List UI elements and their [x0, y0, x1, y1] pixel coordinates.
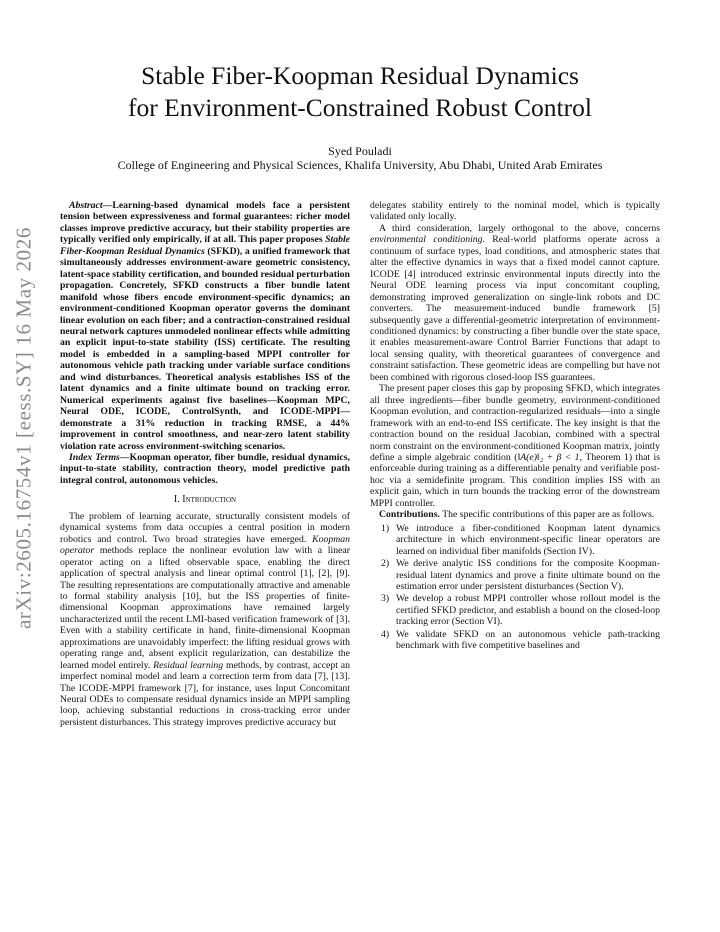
- contribution-item: [370, 593, 660, 627]
- intro-p3-text-b: , Theorem 1) that is enforceable during training as a differentiable penalty and verifiable post-hoc via a semidefinite program. This condition implies ISS with an explicit gain, which in turn bounds the tracking error of the downstream MPPI controller.: [370, 451, 661, 509]
- intro-p3-text-a: The present paper closes this gap by proposing SFKD, which integrates all three ingredients—fiber bundle geometry, environment-conditioned Koopman evolution, and contraction-regularized residuals—into a single framework with an end-to-end ISS certificate. The key insight is that the contraction bound on the residual Jacobian, combined with a spectral norm constraint on the environment-conditioned Koopman matrix, jointly define a simple algebraic condition (: [370, 383, 660, 463]
- intro-p2-text-a: A third consideration, largely orthogonal to the above, concerns: [379, 222, 660, 234]
- contribution-number: 1): [381, 522, 390, 534]
- contributions-label: Contributions.: [379, 509, 440, 521]
- contribution-number: 3): [381, 593, 390, 605]
- intro-p1-text-c: methods, by contrast, accept an imperfect nominal model and learn a correction term from data [7], [13]. The ICODE-MPPI framework [7], for instance, uses Input Concomitant Neural ODEs to compensate residual dynamics inside an MPPI sampling loop, achieving substantial reductions in cross-tracking error under persistent disturbances. This strategy improves predictive accuracy but: [60, 659, 350, 728]
- contribution-number: 4): [381, 628, 390, 640]
- paper-title: [60, 60, 660, 124]
- contribution-item: [370, 558, 660, 592]
- intro-paragraph-3: [370, 383, 660, 509]
- author-affiliation: College of Engineering and Physical Sciences, Khalifa University, Abu Dhabi, United Arab Emirates: [117, 158, 603, 172]
- author-name: Syed Pouladi: [328, 144, 392, 158]
- intro-p1-text-b: methods replace the nonlinear evolution law with a linear operator acting on a lifted observable space, enabling the direct application of spectral analysis and linear optimal control [1], [2], [9]. The resulting representations are computationally attractive and amenable to formal stability analysis [10], but the ISS properties of finite-dimensional Koopman approximations have remained largely uncharacterized until the recent LMI-based verification framework of [3]. Even with a stability certificate in hand, finite-dimensional Koopman approximations are unavoidably imperfect: the lifting residual grows with operating range and, absent explicit regularization, can destabilize the learned model entirely.: [60, 545, 350, 671]
- intro-p1-residual-term: Residual learning: [153, 659, 224, 671]
- intro-p2-env-term: environmental conditioning: [370, 234, 483, 246]
- contribution-item: [370, 629, 660, 652]
- arxiv-identifier: arXiv:2605.16754v1 [eess.SY] 16 May 2026: [11, 227, 36, 629]
- abstract: [60, 200, 350, 452]
- contribution-text: We develop a robust MPPI controller whose rollout model is the certified SFKD predictor, and establish a bound on the closed-loop tracking error (Section VI).: [396, 593, 660, 628]
- contribution-text: We introduce a fiber-conditioned Koopman latent dynamics architecture in which environment-specific linear operators are learned on individual fiber manifolds (Section IV).: [396, 522, 660, 557]
- intro-p2-text-b: . Real-world platforms operate across a continuum of surface types, load conditions, and atmospheric states that alter the effective dynamics in ways that a fixed model cannot capture. ICODE [4] introduced extrinsic environmental inputs directly into the Neural ODE learning process via input concomitant coupling, demonstrating improved generalization on single-link robots and DC converters. The measurement-induced bundle framework [5] subsequently gave a differential-geometric interpretation of environment-conditioned dynamics: by constructing a fiber bundle over the state space, it enables measurement-aware Control Barrier Functions that adapt to local sensing quality, with theoretical guarantees of convergence and constraint satisfaction. These geometric ideas are compelling but have not been combined with rigorous closed-loop ISS guarantees.: [370, 234, 660, 383]
- intro-paragraph-1: [60, 511, 350, 729]
- contributions-text: The specific contributions of this paper are as follows.: [439, 509, 655, 521]
- abstract-method-name: Stable Fiber-Koopman Residual Dynamics: [60, 234, 350, 257]
- contribution-text: We validate SFKD on an autonomous vehicle path-tracking benchmark with five competitive baselines and: [396, 628, 660, 652]
- stability-condition: ‖A(e)‖₂ + β < 1: [517, 451, 580, 463]
- intro-p1-text-a: The problem of learning accurate, structurally consistent models of dynamical systems from data occupies a central position in modern robotics and control. Two broad strategies have emerged.: [60, 510, 350, 545]
- intro-paragraph-2: [370, 223, 660, 383]
- contribution-item: [370, 523, 660, 557]
- right-column: [370, 200, 660, 653]
- contributions-intro: [370, 509, 660, 520]
- contribution-number: 2): [381, 558, 390, 570]
- contribution-text: We derive analytic ISS conditions for the composite Koopman-residual latent dynamics and prove a finite ultimate bound on the estimation error under persistent disturbances (Section V).: [396, 558, 660, 592]
- section-heading-introduction: I. Introduction: [173, 494, 237, 506]
- title-line-2: for Environment-Constrained Robust Control: [128, 93, 592, 122]
- intro-paragraph-1-continued: delegates stability entirely to the nominal model, which is typically validated only locally.: [370, 200, 660, 223]
- index-terms: [60, 452, 350, 486]
- contributions-list: [370, 523, 660, 652]
- index-terms-label: Index Terms: [69, 451, 120, 463]
- abstract-text-a: —Learning-based dynamical models face a persistent tension between expressiveness and formal guarantees: richer model classes improve predictive accuracy, but their stability properties are typically verified only empirically, if at all. This paper proposes: [60, 200, 350, 246]
- title-line-1: Stable Fiber-Koopman Residual Dynamics: [141, 61, 579, 90]
- left-column: [60, 200, 350, 728]
- abstract-label: Abstract: [69, 200, 103, 211]
- abstract-text-b: (SFKD), a unified framework that simultaneously addresses environment-aware geometric consistency, latent-space stability certification, and bounded residual perturbation propagation. Concretely, SFKD constructs a fiber bundle latent manifold whose fibers encode environment-specific dynamics; an environment-conditioned Koopman operator governs the dominant linear evolution on each fiber; and a contraction-constrained residual neural network captures unmodeled nonlinear effects while admitting an explicit input-to-state stability (ISS) certificate. The resulting model is embedded in a sampling-based MPPI controller for autonomous vehicle path tracking under variable surface conditions and wind disturbances. Theoretical analysis establishes ISS of the latent dynamics and a finite ultimate bound on tracking error. Numerical experiments against five baselines—Koopman MPC, Neural ODE, ICODE, ControlSynth, and ICODE-MPPI—demonstrate a 31% reduction in tracking RMSE, a 44% improvement in control smoothness, and near-zero latent stability violation rate across environment-switching scenarios.: [60, 245, 350, 452]
- index-terms-text: —Koopman operator, fiber bundle, residual dynamics, input-to-state stability, contraction theory, model predictive path integral control, autonomous vehicles.: [60, 451, 350, 486]
- intro-p1-koopman-term: Koopman operator: [60, 533, 350, 557]
